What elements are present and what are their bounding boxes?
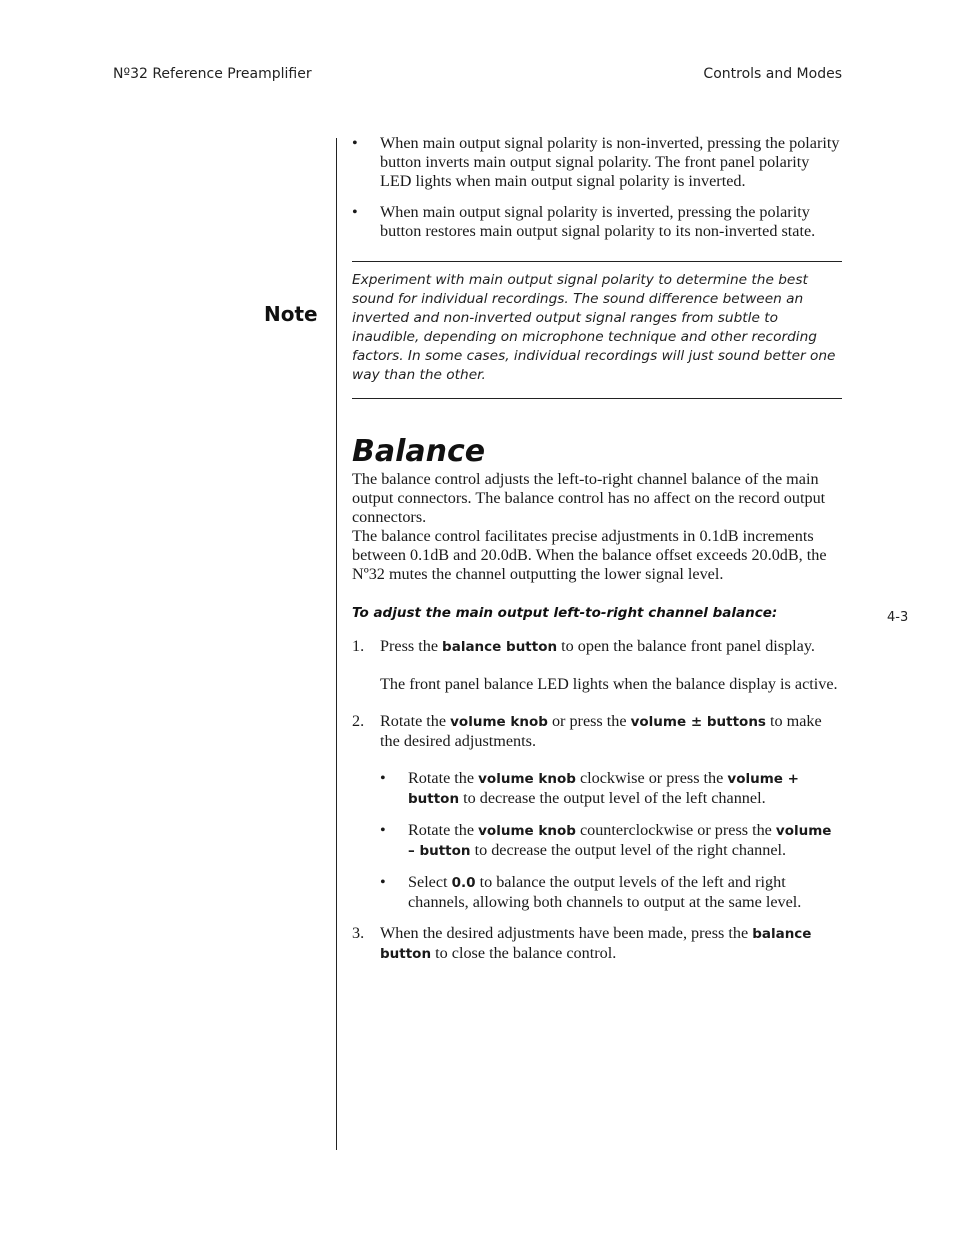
sub-text-mid: clockwise or press the <box>575 769 728 787</box>
running-header-title: Nº32 Reference Preamplifier <box>113 66 312 82</box>
procedure-heading: To adjust the main output left-to-right channel balance: <box>352 605 778 621</box>
step-text-post: to open the balance front panel display. <box>557 637 815 655</box>
margin-rule <box>336 138 337 1150</box>
control-name: volume knob <box>478 771 576 787</box>
sub-text-mid: counterclockwise or press the <box>575 821 776 839</box>
note-label: Note <box>264 302 318 326</box>
step-number: 2. <box>352 712 365 730</box>
step-text <box>380 637 842 657</box>
sub-text-post: to balance the output levels of the left and right channels, allowing both channels to output at the same level. <box>408 873 802 911</box>
bullet-item: • When main output signal polarity is inverted, pressing the polarity button restores main output signal polarity to its non-inverted state. <box>352 203 842 241</box>
step-text-pre: When the desired adjustments have been made, press the <box>380 924 753 942</box>
step-number: 3. <box>352 924 365 942</box>
step-sub-bullets <box>380 769 842 912</box>
step-item <box>352 924 842 964</box>
main-column <box>352 134 842 964</box>
step-text-pre: Press the <box>380 637 443 655</box>
sub-text-post: to decrease the output level of the left channel. <box>459 789 766 807</box>
control-name: volume + button <box>408 771 799 807</box>
sub-bullet-item <box>380 821 842 861</box>
sub-text-post: to decrease the output level of the right channel. <box>470 841 787 859</box>
control-name: volume knob <box>478 823 576 839</box>
control-name: balance button <box>380 926 812 962</box>
section-title: Balance <box>352 434 486 469</box>
control-name: volume knob <box>450 714 548 730</box>
control-name: volume – button <box>408 823 832 859</box>
bullet-item: • When main output signal polarity is non-inverted, pressing the polarity button inverts main output signal polarity. The front panel polarity LED lights when main output signal polarity is inverted. <box>352 134 842 191</box>
body-paragraph: The balance control adjusts the left-to-right channel balance of the main output connectors. The balance control has no affect on the record output connectors. <box>352 470 826 526</box>
step-text <box>380 712 842 751</box>
polarity-bullets <box>352 134 842 241</box>
procedure-steps <box>352 637 842 964</box>
step-text-post: to close the balance control. <box>431 944 617 962</box>
sub-text-pre: Rotate the <box>408 821 479 839</box>
step-text-mid: or press the <box>547 712 631 730</box>
step-note: The front panel balance LED lights when the balance display is active. <box>380 675 838 693</box>
step-text-post: to make the desired adjustments. <box>380 712 822 750</box>
sub-bullet-item <box>380 873 842 912</box>
sub-bullet-item <box>380 769 842 809</box>
step-item <box>352 637 842 694</box>
sub-text-pre: Rotate the <box>408 769 479 787</box>
control-name: 0.0 <box>451 875 476 891</box>
sub-text-pre: Select <box>408 873 452 891</box>
control-name: balance button <box>442 639 558 655</box>
step-number: 1. <box>352 637 365 655</box>
step-text-pre: Rotate the <box>380 712 451 730</box>
running-header-chapter: Controls and Modes <box>703 66 842 82</box>
page-number: 4-3 <box>887 610 909 625</box>
step-text <box>380 924 842 964</box>
step-item <box>352 712 842 912</box>
note-box: Experiment with main output signal polarity to determine the best sound for individual recordings. The sound difference between an inverted and non-inverted output signal ranges from subtle to inaudible, depending on microphone technique and other recording factors. In some cases, individual recordings will just sound better one way than the other. <box>352 261 842 399</box>
control-name: volume ± buttons <box>630 714 766 730</box>
body-paragraph: The balance control facilitates precise adjustments in 0.1dB increments between 0.1dB and 20.0dB. When the balance offset exceeds 20.0dB, the Nº32 mutes the channel outputting the lower signal level. <box>352 527 827 583</box>
